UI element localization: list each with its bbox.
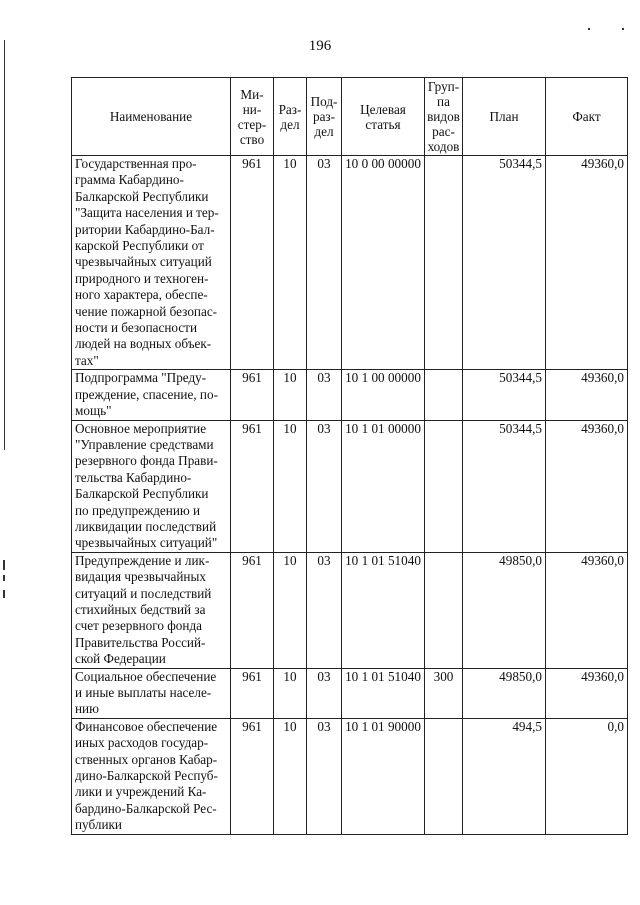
row-ministry: 961: [231, 420, 274, 552]
row-name: Подпрограмма "Преду- преждение, спасение, по- мощь": [72, 370, 231, 420]
row-fact: 0,0: [546, 718, 628, 834]
row-fact: 49360,0: [546, 668, 628, 718]
header-group: Груп- па видов рас- ходов: [425, 78, 463, 156]
row-target: 10 1 00 00000: [342, 370, 425, 420]
header-ministry: Ми- ни- стер- ство: [231, 78, 274, 156]
row-ministry: 961: [231, 552, 274, 668]
table-row: [72, 668, 628, 718]
row-subsection: 03: [307, 718, 342, 834]
row-section: 10: [274, 156, 307, 370]
row-ministry: 961: [231, 668, 274, 718]
header-plan: План: [463, 78, 546, 156]
row-plan: 494,5: [463, 718, 546, 834]
scan-mark-tick: [3, 590, 5, 598]
row-plan: 50344,5: [463, 420, 546, 552]
row-subsection: 03: [307, 668, 342, 718]
row-section: 10: [274, 552, 307, 668]
row-name: Финансовое обеспечение иных расходов государ- ственных органов Кабар- дино-Балкарской Респуб- лики и учреждений Ка- бардино-Балкарской Рес- публики: [72, 718, 231, 834]
row-target: 10 1 01 00000: [342, 420, 425, 552]
table-row: [72, 370, 628, 420]
scan-mark-dot: [588, 28, 590, 30]
row-ministry: 961: [231, 370, 274, 420]
row-section: 10: [274, 668, 307, 718]
row-plan: 49850,0: [463, 668, 546, 718]
row-group: [425, 156, 463, 370]
scan-mark-line: [4, 40, 5, 450]
row-fact: 49360,0: [546, 552, 628, 668]
budget-table: [71, 77, 628, 835]
row-plan: 50344,5: [463, 370, 546, 420]
header-name: Наименование: [72, 78, 231, 156]
row-name: Предупреждение и лик- видация чрезвычайных ситуаций и последствий стихийных бедствий за счет резервного фонда Правительства Россий- ской Федерации: [72, 552, 231, 668]
table-header-row: [72, 78, 628, 156]
row-plan: 49850,0: [463, 552, 546, 668]
row-name: Основное мероприятие "Управление средствами резервного фонда Прави- тельства Кабардино- Балкарской Республики по предупреждению и ликвидации последствий чрезвычайных ситуаций": [72, 420, 231, 552]
header-section: Раз- дел: [274, 78, 307, 156]
table-row: [72, 718, 628, 834]
row-ministry: 961: [231, 156, 274, 370]
table-row: [72, 156, 628, 370]
row-section: 10: [274, 420, 307, 552]
row-subsection: 03: [307, 370, 342, 420]
row-subsection: 03: [307, 420, 342, 552]
scan-mark-tick: [3, 575, 5, 581]
row-target: 10 1 01 51040: [342, 668, 425, 718]
row-group: [425, 420, 463, 552]
row-group: [425, 370, 463, 420]
row-group: [425, 552, 463, 668]
row-fact: 49360,0: [546, 156, 628, 370]
header-target: Целевая статья: [342, 78, 425, 156]
row-ministry: 961: [231, 718, 274, 834]
scan-mark-dot: [622, 28, 624, 30]
row-fact: 49360,0: [546, 370, 628, 420]
row-section: 10: [274, 370, 307, 420]
row-target: 10 0 00 00000: [342, 156, 425, 370]
row-name: Государственная про- грамма Кабардино- Балкарской Республики "Защита населения и тер- ритории Кабардино-Бал- карской Республики от чрезвычайных ситуаций природного и техноген- ного характера, обеспе- чение пожарной безопас- ности и безопасности людей на водных объек- тах": [72, 156, 231, 370]
row-target: 10 1 01 51040: [342, 552, 425, 668]
row-subsection: 03: [307, 156, 342, 370]
header-subsection: Под- раз- дел: [307, 78, 342, 156]
row-plan: 50344,5: [463, 156, 546, 370]
page-number: 196: [308, 38, 332, 54]
row-name: Социальное обеспечение и иные выплаты населе- нию: [72, 668, 231, 718]
row-section: 10: [274, 718, 307, 834]
header-fact: Факт: [546, 78, 628, 156]
row-target: 10 1 01 90000: [342, 718, 425, 834]
table-row: [72, 552, 628, 668]
row-fact: 49360,0: [546, 420, 628, 552]
scan-mark-tick: [3, 560, 5, 570]
row-group: [425, 718, 463, 834]
row-subsection: 03: [307, 552, 342, 668]
row-group: 300: [425, 668, 463, 718]
table-row: [72, 420, 628, 552]
